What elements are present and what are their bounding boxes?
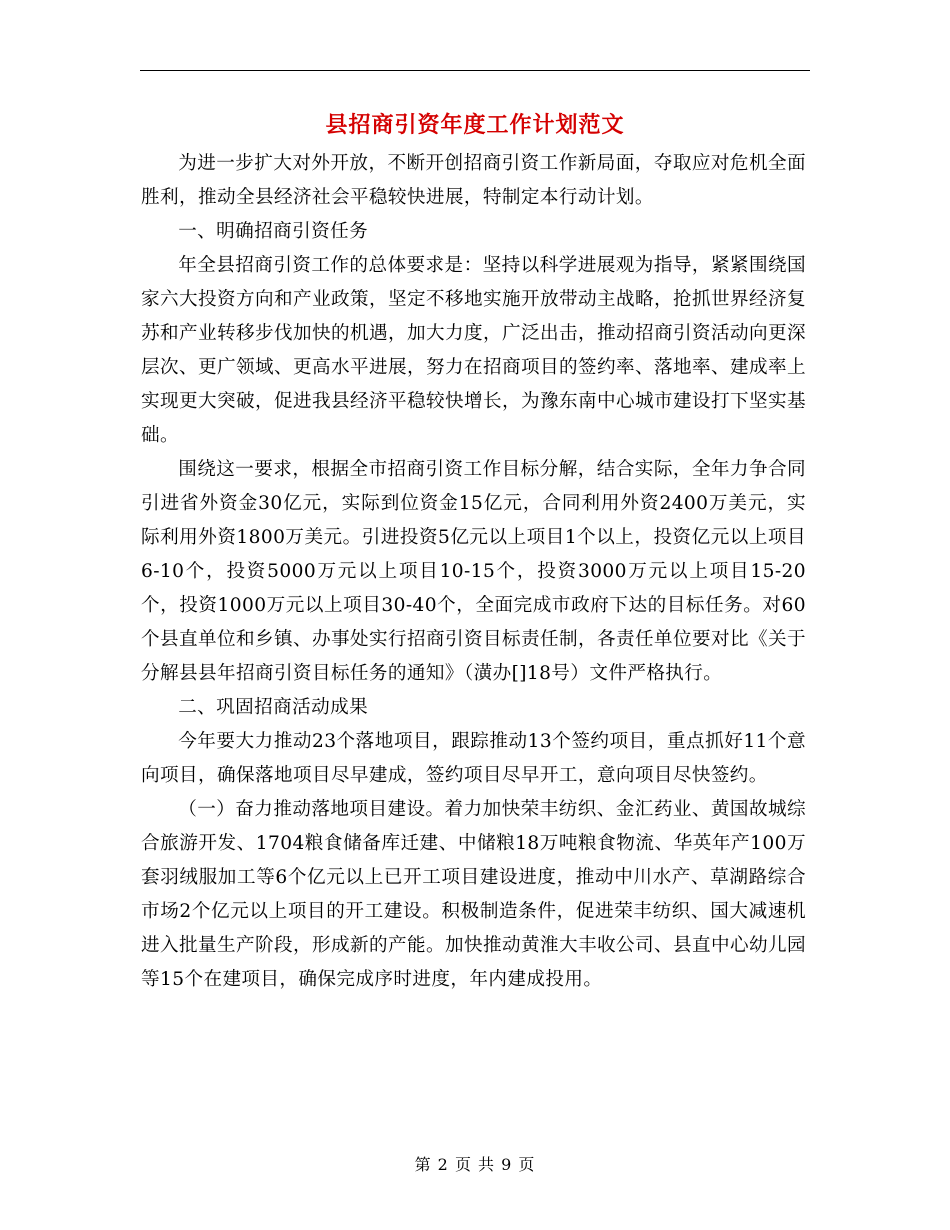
intro-paragraph: 为进一步扩大对外开放，不断开创招商引资工作新局面，夺取应对危机全面胜利，推动全县经济社会平稳较快进展，特制定本行动计划。 <box>141 153 806 208</box>
body-paragraph: 今年要大力推动23个落地项目，跟踪推动13个签约项目，重点抓好11个意向项目，确保落地项目尽早建成，签约项目尽早开工，意向项目尽快签约。 <box>141 731 806 786</box>
section-heading-2: 二、巩固招商活动成果 <box>178 697 369 718</box>
body-paragraph: 年全县招商引资工作的总体要求是：坚持以科学进展观为指导，紧紧围绕国家六大投资方向和产业政策，坚定不移地实施开放带动主战略，抢抓世界经济复苏和产业转移步伐加快的机遇，加大力度，广泛出击，推动招商引资活动向更深层次、更广领域、更高水平进展，努力在招商项目的签约率、落地率、建成率上实现更大突破，促进我县经济平稳较快增长，为豫东南中心城市建设打下坚实基础。 <box>141 255 806 446</box>
document-title: 县招商引资年度工作计划范文 <box>325 112 625 138</box>
document-body <box>141 147 806 997</box>
section-heading-1: 一、明确招商引资任务 <box>178 221 369 242</box>
page-number: 第 2 页 共 9 页 <box>414 1155 536 1174</box>
body-paragraph: （一）奋力推动落地项目建设。着力加快荣丰纺织、金汇药业、黄国故城综合旅游开发、1704粮食储备库迁建、中储粮18万吨粮食物流、华英年产100万套羽绒服加工等6个亿元以上已开工项目建设进度，推动中川水产、草湖路综合市场2个亿元以上项目的开工建设。积极制造条件，促进荣丰纺织、国大减速机进入批量生产阶段，形成新的产能。加快推动黄淮大丰收公司、县直中心幼儿园等15个在建项目，确保完成序时进度，年内建成投用。 <box>141 799 806 990</box>
body-paragraph: 围绕这一要求，根据全市招商引资工作目标分解，结合实际，全年力争合同引进省外资金30亿元，实际到位资金15亿元，合同利用外资2400万美元，实际利用外资1800万美元。引进投资5亿元以上项目1个以上，投资亿元以上项目6-10个，投资5000万元以上项目10-15个，投资3000万元以上项目15-20个，投资1000万元以上项目30-40个，全面完成市政府下达的目标任务。对60个县直单位和乡镇、办事处实行招商引资目标责任制，各责任单位要对比《关于分解县县年招商引资目标任务的通知》（潢办[]18号）文件严格执行。 <box>141 459 806 684</box>
header-rule <box>140 70 810 71</box>
